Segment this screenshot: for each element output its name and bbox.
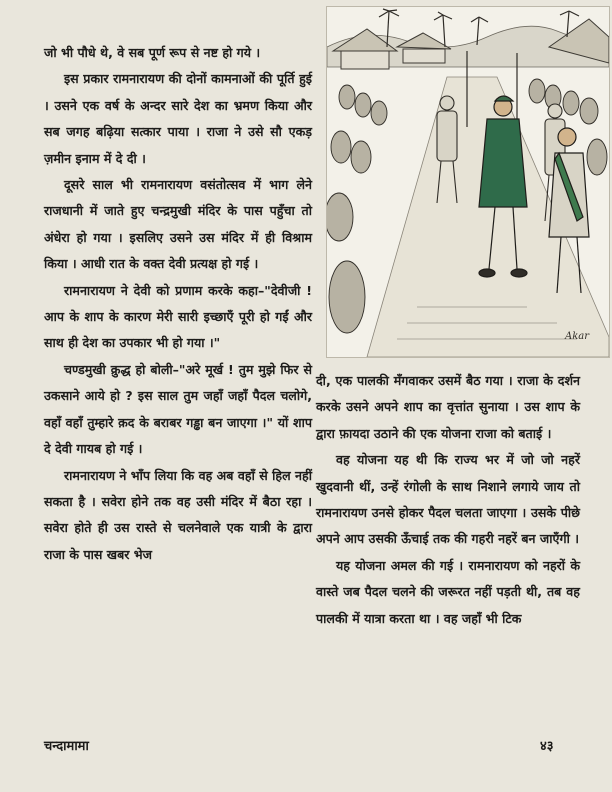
paragraph: रामनारायण ने देवी को प्रणाम करके कहा–"देवीजी ! आप के शाप के कारण मेरी सारी इच्छाएँ पूरी हो गईं और साथ ही देश का उपकार भी हो गया ।" xyxy=(44,282,312,351)
paragraph: दी, एक पालकी मँगवाकर उसमें बैठ गया । राजा के दर्शन करके उसने अपने शाप का वृत्तांत सुनाया । उस शाप के द्वारा फ़ायदा उठाने की एक योजना राजा को बताई । xyxy=(316,373,580,441)
paragraph: रामनारायण ने भाँप लिया कि वह अब वहाँ से हिल नहीं सकता है । सवेरा होने तक वह उसी मंदिर में बैठा रहा । सवेरा होते ही उस रास्ते से चलनेवाले एक यात्री के द्वारा राजा के पास खबर भेज xyxy=(44,467,312,562)
page-number: ४३ xyxy=(540,739,554,754)
story-illustration xyxy=(326,6,610,358)
paragraph: यह योजना अमल की गई । रामनारायण को नहरों के वास्ते जब पैदल चलने की जरूरत नहीं पड़ती थी, तब वह पालकी में यात्रा करता था । वह जहाँ भी टिक xyxy=(316,557,580,626)
paragraph: दूसरे साल भी रामनारायण वसंतोत्सव में भाग लेने राजधानी में जाते हुए चन्द्रमुखी मंदिर के पास पहुँचा तो अंधेरा हो गया । इसलिए उसने उस मंदिर में ही विश्राम किया । आधी रात के वक्त देवी प्रत्यक्ष हो गई । xyxy=(44,177,312,272)
illustration-drawing xyxy=(327,7,609,357)
paragraph: इस प्रकार रामनारायण की दोनों कामनाओं की पूर्ति हुई । उसने एक वर्ष के अन्दर सारे देश का भ्रमण किया और सब जगह बढ़िया सत्कार पाया । राजा ने उसे सौ एकड़ ज़मीन इनाम में दे दी । xyxy=(44,71,312,166)
paragraph: जो भी पौधे थे, वे सब पूर्ण रूप से नष्ट हो गये । xyxy=(44,45,261,60)
magazine-name: चन्दामामा xyxy=(44,739,89,754)
right-text-column xyxy=(316,368,580,632)
paragraph: चण्डमुखी क्रुद्ध हो बोली–"अरे मूर्ख ! तुम मुझे फिर से उकसाने आये हो ? इस साल तुम जहाँ जहाँ पैदल चलोगे, वहाँ वहाँ तुम्हारे क़द के बराबर गड्ढा बन जाएगा ।" यों शाप दे देवी गायब हो गई । xyxy=(44,361,312,457)
paragraph: वह योजना यह थी कि राज्य भर में जो जो नहरें खुदवानी थीं, उन्हें रंगोली के साथ निशाने लगाये जाय तो रामनारायण उनसे होकर पैदल चलता जाएगा । उसके पीछे अपने आप उसकी ऊँचाई तक की गहरी नहरें बन जाएँगी । xyxy=(316,452,580,547)
left-text-column xyxy=(44,40,312,568)
illustrator-signature: Akar xyxy=(565,331,590,342)
